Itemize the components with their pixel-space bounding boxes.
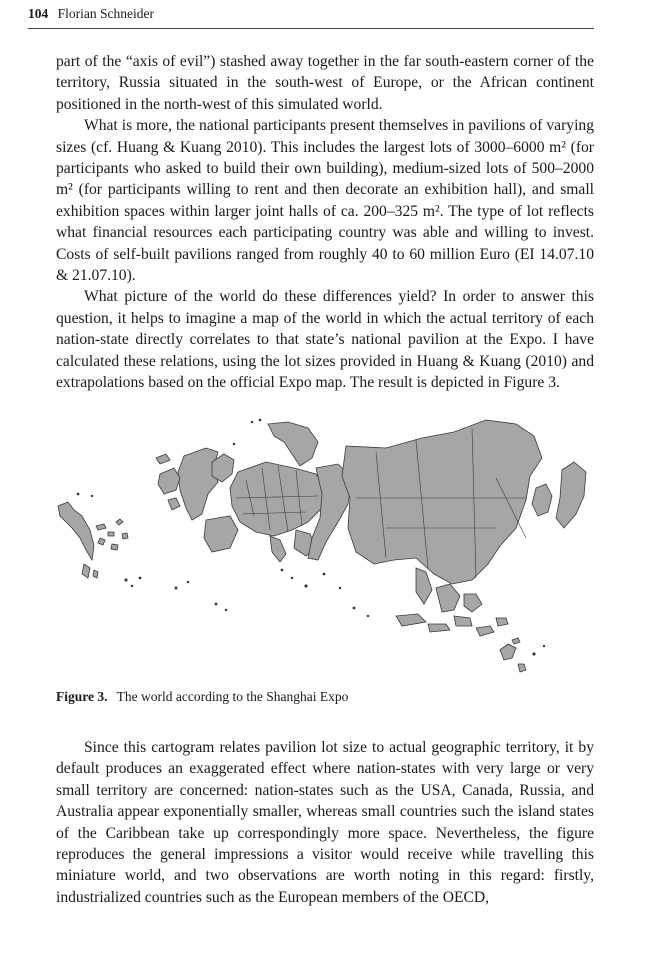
japan-islands xyxy=(556,462,586,528)
scandinavia-landmass xyxy=(268,422,318,466)
caribbean-islands xyxy=(96,519,128,550)
west-africa-pieces xyxy=(156,454,180,510)
americas-landmass xyxy=(58,502,94,560)
page-number: 104 xyxy=(28,6,49,21)
land-masses xyxy=(58,420,586,672)
figure-caption xyxy=(56,689,348,705)
body-text-bottom xyxy=(56,737,594,908)
figure-caption-text: The world according to the Shanghai Expo xyxy=(116,689,349,704)
iberia-landmass xyxy=(204,516,238,552)
running-header xyxy=(28,6,594,29)
indonesia-islands xyxy=(396,614,508,636)
paragraph: What picture of the world do these differences yield? In order to answer this question, it helps to imagine a map of the world in which the actual territory of each nation-state directly correlates to that state’s national pavilion at the Expo. I have calculated these relations, using the lot sizes provided in Huang & Kuang (2010) and extrapolations based on the official Expo map. The result is depicted in Figure 3. xyxy=(56,288,594,392)
south-america-pieces xyxy=(82,564,98,578)
figure-label: Figure 3. xyxy=(56,689,108,704)
europe-landmass xyxy=(230,462,326,536)
oceania-pieces xyxy=(500,638,526,672)
korea-peninsula xyxy=(532,484,552,516)
body-text-top xyxy=(56,51,594,394)
world-cartogram-map xyxy=(56,418,596,680)
africa-landmass xyxy=(178,448,218,520)
asia-landmass xyxy=(342,420,542,584)
paragraph: part of the “axis of evil”) stashed away together in the far south-eastern corner of the territory, Russia situated in the south-west of Europe, or the African continent positioned in the north-west of this simulated world. xyxy=(56,53,594,113)
running-title: Florian Schneider xyxy=(57,6,154,21)
cartogram-figure xyxy=(56,418,596,680)
paragraph: What is more, the national participants present themselves in pavilions of varying sizes (cf. Huang & Kuang 2010). This includes the largest lots of 3000–6000 m² (for participants who asked to build their own building), medium-sized lots of 500–2000 m² (for participants willing to rent and then decorate an exhibition hall), and small exhibition spaces within larger joint halls of ca. 200–325 m². The type of lot reflects what financial resources each participating country was able and willing to invest. Costs of self-built pavilions ranged from roughly 40 to 60 million Euro (EI 14.07.10 & 21.07.10). xyxy=(56,117,594,285)
paragraph: Since this cartogram relates pavilion lot size to actual geographic territory, it by default produces an exaggerated effect where nation-states with very large or very small territory are concerned: nation-states such as the USA, Canada, Russia, and Australia appear exponentially smaller, whereas small countries such the island states of the Caribbean take up correspondingly more space. Nevertheless, the figure reproduces the general impressions a visitor would receive while travelling this miniature world, and two observations are worth noting in this regard: firstly, industrialized countries such as the European members of the OECD, xyxy=(56,739,594,906)
